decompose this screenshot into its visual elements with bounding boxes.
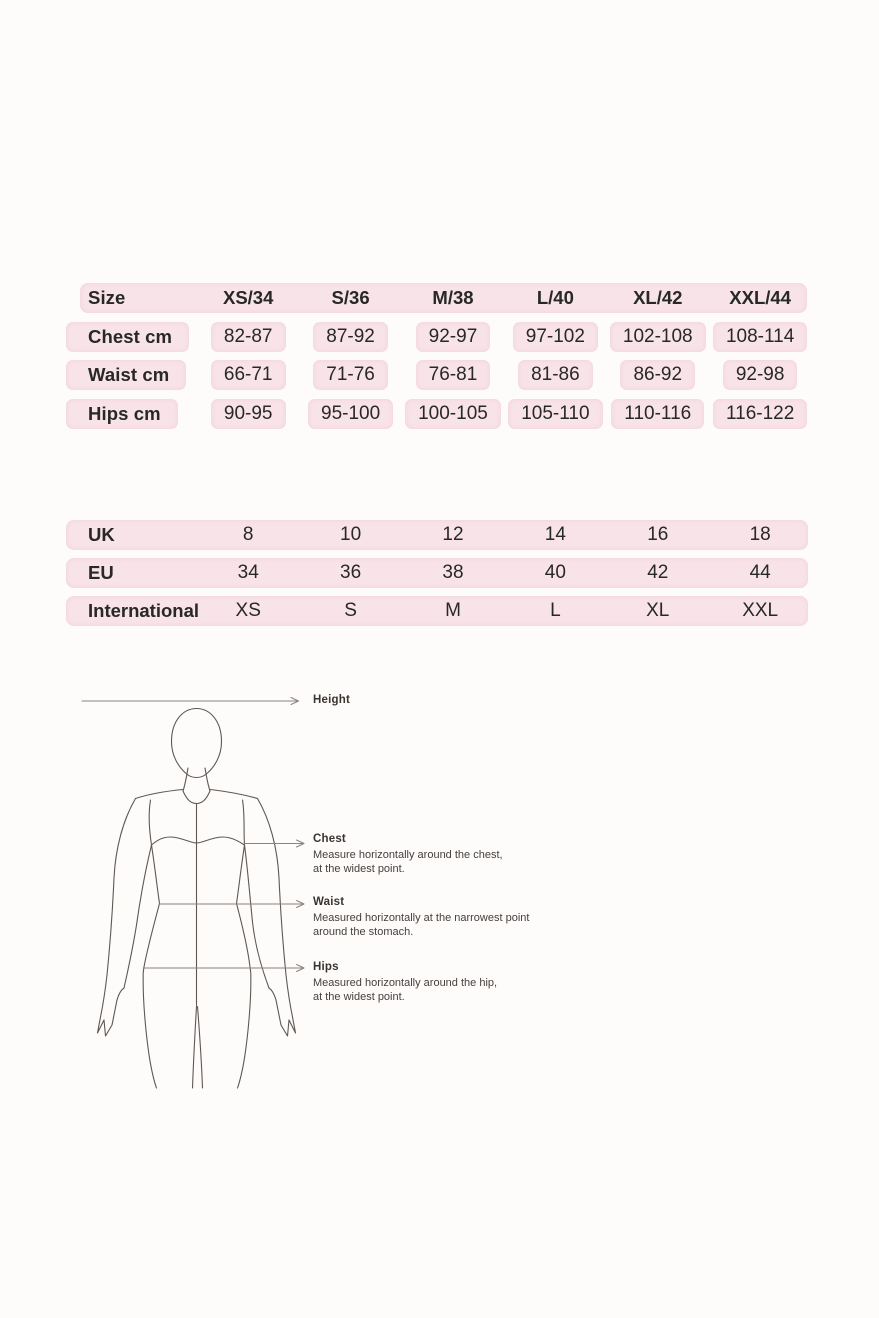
hips-arrow xyxy=(143,965,304,972)
size-value-cell xyxy=(709,322,811,352)
size-value-cell xyxy=(607,360,709,390)
waist-label: Waist xyxy=(313,896,345,908)
conversion-value: 38 xyxy=(442,562,464,583)
size-column-header: M/38 xyxy=(432,287,474,308)
row-label: Chest cm xyxy=(66,322,189,352)
size-value: 110-116 xyxy=(611,399,704,429)
conversion-value: 34 xyxy=(237,562,259,583)
size-column-header: S/36 xyxy=(331,287,370,308)
conversion-value: 8 xyxy=(242,524,254,545)
size-table-body xyxy=(66,322,813,429)
size-value: 116-122 xyxy=(713,399,807,429)
size-value: 86-92 xyxy=(620,360,695,390)
size-value-cell xyxy=(402,322,504,352)
size-column-header: L/40 xyxy=(536,287,574,308)
size-header-label: Size xyxy=(88,287,126,308)
conversion-value: 14 xyxy=(544,524,566,545)
height-arrow xyxy=(82,698,299,705)
size-value: 92-97 xyxy=(416,322,491,352)
size-column-header: XL/42 xyxy=(633,287,683,308)
size-value-cell xyxy=(504,322,606,352)
waist-label-block xyxy=(313,896,573,939)
chest-description: Measure horizontally around the chest, at the widest point. xyxy=(313,849,503,875)
size-value: 100-105 xyxy=(405,399,501,429)
size-table-row xyxy=(66,399,813,429)
conversion-row xyxy=(66,558,808,588)
size-table-row xyxy=(66,360,813,390)
conversion-value: 12 xyxy=(442,524,464,545)
hips-description: Measured horizontally around the hip, at the widest point. xyxy=(313,977,498,1003)
size-value-cell xyxy=(197,399,299,429)
size-value-cell xyxy=(402,399,504,429)
size-table xyxy=(66,283,813,437)
size-value: 90-95 xyxy=(211,399,286,429)
conversion-row-label: EU xyxy=(88,562,114,583)
size-value-cell xyxy=(299,399,401,429)
waist-description: Measured horizontally at the narrowest point around the stomach. xyxy=(313,912,530,938)
torso-and-legs-outline xyxy=(143,804,251,1089)
size-value-cell xyxy=(709,360,811,390)
size-value-cell xyxy=(402,360,504,390)
row-label: Hips cm xyxy=(66,399,178,429)
chest-label-block xyxy=(313,833,573,876)
height-label: Height xyxy=(313,694,350,706)
size-value-cell xyxy=(607,322,709,352)
conversion-value: S xyxy=(344,600,357,621)
conversion-value: XS xyxy=(235,600,261,621)
size-column-header: XXL/44 xyxy=(729,287,791,308)
size-value-cell xyxy=(504,360,606,390)
row-label-cell xyxy=(66,360,197,390)
conversion-row-label: International xyxy=(88,600,200,621)
measurement-arrows xyxy=(82,698,304,972)
conversion-value: 42 xyxy=(647,562,669,583)
row-label: Waist cm xyxy=(66,360,186,390)
conversion-value: 44 xyxy=(749,562,771,583)
size-value: 108-114 xyxy=(713,322,807,352)
waist-arrow xyxy=(160,901,305,908)
conversion-value: 40 xyxy=(544,562,566,583)
hips-label-block xyxy=(313,961,573,1004)
size-value: 95-100 xyxy=(308,399,393,429)
size-value-cell xyxy=(504,399,606,429)
size-value-cell xyxy=(197,322,299,352)
conversion-value: M xyxy=(445,600,461,621)
row-label-cell xyxy=(66,322,197,352)
size-value: 87-92 xyxy=(313,322,388,352)
size-value: 82-87 xyxy=(211,322,286,352)
conversion-value: XL xyxy=(646,600,670,621)
size-value-cell xyxy=(299,322,401,352)
size-table-row xyxy=(66,322,813,352)
conversion-row xyxy=(66,596,808,626)
size-value: 81-86 xyxy=(518,360,593,390)
size-column-header: XS/34 xyxy=(222,287,274,308)
size-value: 97-102 xyxy=(513,322,598,352)
size-table-header-row xyxy=(66,283,813,313)
size-value: 102-108 xyxy=(610,322,706,352)
conversion-row xyxy=(66,520,808,550)
size-value: 66-71 xyxy=(211,360,286,390)
row-label-cell xyxy=(66,399,197,429)
conversion-value: 18 xyxy=(749,524,771,545)
size-value-cell xyxy=(299,360,401,390)
body-outline-figure xyxy=(0,680,340,1100)
size-value-cell xyxy=(197,360,299,390)
size-value: 92-98 xyxy=(723,360,798,390)
chest-label: Chest xyxy=(313,833,346,845)
size-value: 76-81 xyxy=(416,360,491,390)
size-value: 71-76 xyxy=(313,360,388,390)
conversion-value: 36 xyxy=(340,562,362,583)
conversion-value: XXL xyxy=(742,600,779,621)
head-outline xyxy=(172,709,222,778)
conversion-table xyxy=(66,520,808,634)
size-value-cell xyxy=(607,399,709,429)
hips-label: Hips xyxy=(313,961,339,973)
conversion-value: 16 xyxy=(647,524,669,545)
size-value-cell xyxy=(709,399,811,429)
conversion-value: 10 xyxy=(340,524,362,545)
conversion-value: L xyxy=(550,600,561,621)
conversion-row-label: UK xyxy=(88,524,115,545)
height-label-block xyxy=(313,694,573,706)
size-value: 105-110 xyxy=(508,399,602,429)
